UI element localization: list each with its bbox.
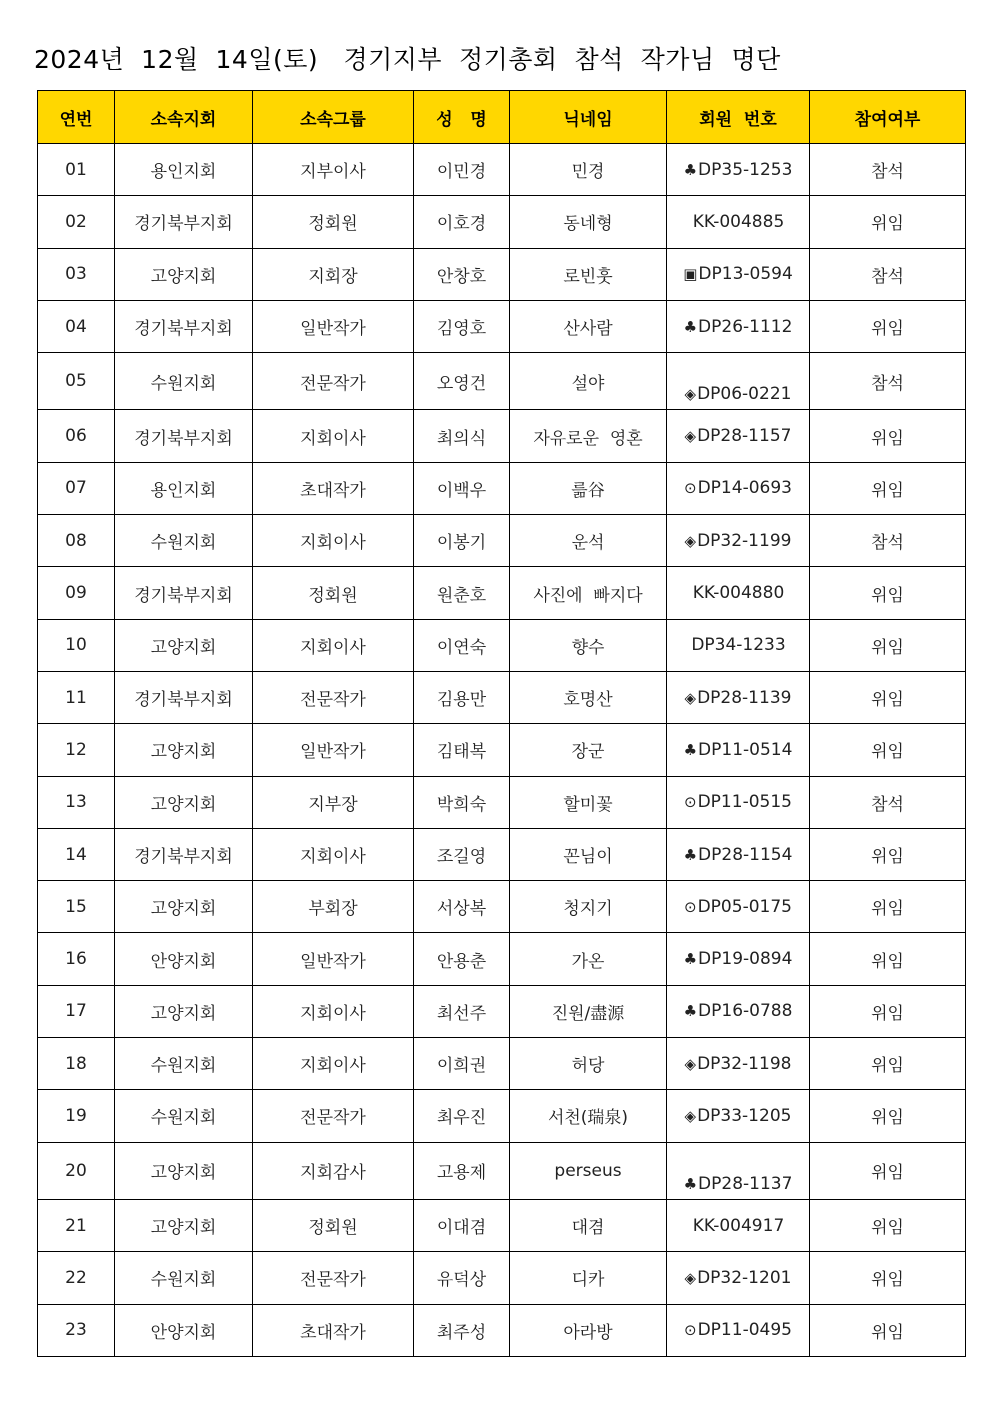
member-number-text: DP34-1233 (691, 635, 786, 656)
member-number-text: DP19-0894 (698, 949, 793, 970)
cell-branch: 안양지회 (115, 933, 253, 985)
cell-group: 지회이사 (253, 619, 414, 671)
table-row (38, 462, 966, 514)
cell-name: 이봉기 (414, 515, 510, 567)
cell-name: 안창호 (414, 248, 510, 300)
cell-member-number (667, 671, 810, 723)
cell-no: 16 (38, 933, 115, 985)
member-number-text: DP33-1205 (697, 1105, 792, 1126)
member-symbol-icon: ⊙ (684, 1321, 697, 1340)
cell-member-number (667, 1252, 810, 1304)
cell-no: 21 (38, 1199, 115, 1251)
cell-no: 02 (38, 196, 115, 248)
cell-member-number (667, 196, 810, 248)
cell-group: 지회이사 (253, 515, 414, 567)
table-row (38, 196, 966, 248)
table-row (38, 933, 966, 985)
cell-attendance: 위임 (810, 1304, 966, 1356)
cell-branch: 고양지회 (115, 1142, 253, 1199)
cell-group: 일반작가 (253, 300, 414, 352)
cell-branch: 용인지회 (115, 462, 253, 514)
header-attendance: 참여여부 (810, 91, 966, 144)
header-nickname: 닉네임 (510, 91, 667, 144)
cell-attendance: 위임 (810, 196, 966, 248)
cell-nickname: 동네형 (510, 196, 667, 248)
cell-branch: 경기북부지회 (115, 196, 253, 248)
header-no: 연번 (38, 91, 115, 144)
member-number-text: DP14-0693 (697, 478, 792, 499)
cell-member-number (667, 144, 810, 196)
member-number-text: DP11-0515 (697, 792, 792, 813)
cell-no: 08 (38, 515, 115, 567)
member-number-text: KK-004885 (692, 211, 785, 232)
member-symbol-icon: ◈ (684, 1268, 697, 1287)
cell-nickname: 할미꽃 (510, 776, 667, 828)
cell-branch: 경기북부지회 (115, 410, 253, 462)
cell-member-number (667, 724, 810, 776)
cell-branch: 경기북부지회 (115, 300, 253, 352)
cell-member-number (667, 828, 810, 880)
cell-nickname: 청지기 (510, 881, 667, 933)
cell-member-number (667, 619, 810, 671)
cell-attendance: 위임 (810, 828, 966, 880)
member-symbol-icon: ♣ (683, 950, 698, 969)
cell-branch: 수원지회 (115, 1252, 253, 1304)
cell-name: 김용만 (414, 671, 510, 723)
cell-nickname: 자유로운 영혼 (510, 410, 667, 462)
cell-no: 22 (38, 1252, 115, 1304)
header-branch: 소속지회 (115, 91, 253, 144)
cell-branch: 고양지회 (115, 776, 253, 828)
cell-group: 정회원 (253, 567, 414, 619)
cell-attendance: 위임 (810, 724, 966, 776)
member-number-text: DP11-0514 (698, 739, 793, 760)
cell-name: 김영호 (414, 300, 510, 352)
cell-member-number (667, 1199, 810, 1251)
table-row (38, 881, 966, 933)
cell-member-number (667, 933, 810, 985)
cell-member-number (667, 462, 810, 514)
cell-name: 유덕상 (414, 1252, 510, 1304)
cell-no: 18 (38, 1038, 115, 1090)
cell-attendance: 위임 (810, 1252, 966, 1304)
cell-nickname: 민경 (510, 144, 667, 196)
table-row (38, 724, 966, 776)
cell-group: 지부이사 (253, 144, 414, 196)
table-row (38, 1090, 966, 1142)
member-number-text: DP32-1199 (697, 530, 792, 551)
cell-no: 07 (38, 462, 115, 514)
cell-attendance: 위임 (810, 933, 966, 985)
cell-no: 19 (38, 1090, 115, 1142)
cell-group: 지회이사 (253, 828, 414, 880)
cell-nickname: 아라방 (510, 1304, 667, 1356)
cell-nickname: 대겸 (510, 1199, 667, 1251)
cell-branch: 수원지회 (115, 1090, 253, 1142)
cell-name: 최주성 (414, 1304, 510, 1356)
document-title: 2024년 12월 14일(토) 경기지부 정기총회 참석 작가님 명단 (34, 45, 781, 74)
member-number-text: DP32-1198 (697, 1053, 792, 1074)
cell-nickname: 가온 (510, 933, 667, 985)
member-symbol-icon: ◈ (684, 688, 697, 707)
member-number-text: DP28-1137 (698, 1173, 793, 1194)
cell-branch: 고양지회 (115, 619, 253, 671)
cell-attendance: 위임 (810, 300, 966, 352)
member-symbol-icon: ◈ (684, 1106, 697, 1125)
cell-attendance: 위임 (810, 1199, 966, 1251)
cell-attendance: 위임 (810, 619, 966, 671)
member-number-text: DP32-1201 (697, 1267, 792, 1288)
member-symbol-icon: ⊙ (684, 897, 697, 916)
cell-name: 이희권 (414, 1038, 510, 1090)
cell-attendance: 위임 (810, 462, 966, 514)
table-row (38, 567, 966, 619)
table-row (38, 1252, 966, 1304)
table-row (38, 776, 966, 828)
table-row (38, 353, 966, 410)
cell-branch: 경기북부지회 (115, 567, 253, 619)
cell-member-number (667, 515, 810, 567)
table-row (38, 300, 966, 352)
member-symbol-icon: ◈ (684, 1054, 697, 1073)
member-symbol-icon: ⊙ (684, 793, 697, 812)
table-row (38, 1304, 966, 1356)
table-row (38, 985, 966, 1037)
cell-nickname: 허당 (510, 1038, 667, 1090)
cell-name: 오영건 (414, 353, 510, 410)
cell-nickname: 산사람 (510, 300, 667, 352)
cell-no: 05 (38, 353, 115, 410)
cell-nickname: 설야 (510, 353, 667, 410)
cell-member-number (667, 1090, 810, 1142)
member-symbol-icon: ♣ (683, 845, 698, 864)
cell-member-number (667, 567, 810, 619)
cell-name: 최선주 (414, 985, 510, 1037)
cell-member-number (667, 776, 810, 828)
cell-group: 부회장 (253, 881, 414, 933)
cell-branch: 경기북부지회 (115, 671, 253, 723)
member-number-text: DP35-1253 (698, 159, 793, 180)
member-number-text: DP28-1154 (698, 844, 793, 865)
member-number-text: DP28-1139 (697, 687, 792, 708)
cell-member-number (667, 1142, 810, 1199)
cell-group: 지회이사 (253, 985, 414, 1037)
member-number-text: KK-004917 (692, 1215, 785, 1236)
cell-member-number (667, 353, 810, 410)
cell-member-number (667, 1304, 810, 1356)
cell-group: 전문작가 (253, 353, 414, 410)
cell-nickname: 륾谷 (510, 462, 667, 514)
cell-group: 지회이사 (253, 410, 414, 462)
cell-no: 17 (38, 985, 115, 1037)
cell-branch: 수원지회 (115, 353, 253, 410)
cell-branch: 수원지회 (115, 1038, 253, 1090)
header-member-number: 회원 번호 (667, 91, 810, 144)
cell-no: 13 (38, 776, 115, 828)
cell-nickname: 진원/盡源 (510, 985, 667, 1037)
cell-group: 정회원 (253, 196, 414, 248)
table-row (38, 1199, 966, 1251)
header-group: 소속그룹 (253, 91, 414, 144)
cell-name: 서상복 (414, 881, 510, 933)
cell-branch: 경기북부지회 (115, 828, 253, 880)
cell-nickname: 서천(瑞泉) (510, 1090, 667, 1142)
cell-group: 지회이사 (253, 1038, 414, 1090)
cell-attendance: 위임 (810, 1090, 966, 1142)
cell-group: 일반작가 (253, 933, 414, 985)
cell-branch: 수원지회 (115, 515, 253, 567)
cell-group: 정회원 (253, 1199, 414, 1251)
cell-member-number (667, 985, 810, 1037)
member-symbol-icon: ⊙ (684, 479, 697, 498)
cell-name: 원춘호 (414, 567, 510, 619)
cell-attendance: 위임 (810, 1142, 966, 1199)
cell-name: 최의식 (414, 410, 510, 462)
member-symbol-icon: ◈ (684, 427, 697, 446)
cell-group: 초대작가 (253, 462, 414, 514)
table-row (38, 144, 966, 196)
cell-attendance: 참석 (810, 515, 966, 567)
table-row (38, 671, 966, 723)
cell-attendance: 위임 (810, 410, 966, 462)
cell-nickname: 디카 (510, 1252, 667, 1304)
cell-branch: 고양지회 (115, 724, 253, 776)
member-number-text: DP26-1112 (698, 316, 793, 337)
cell-group: 일반작가 (253, 724, 414, 776)
cell-name: 김태복 (414, 724, 510, 776)
cell-name: 이대겸 (414, 1199, 510, 1251)
member-symbol-icon: ♣ (683, 1002, 698, 1021)
cell-group: 초대작가 (253, 1304, 414, 1356)
cell-branch: 안양지회 (115, 1304, 253, 1356)
cell-attendance: 위임 (810, 671, 966, 723)
table-row (38, 1142, 966, 1199)
cell-name: 박희숙 (414, 776, 510, 828)
cell-name: 이연숙 (414, 619, 510, 671)
table-row (38, 828, 966, 880)
cell-member-number (667, 881, 810, 933)
member-number-text: KK-004880 (692, 583, 785, 604)
cell-no: 04 (38, 300, 115, 352)
cell-name: 최우진 (414, 1090, 510, 1142)
cell-name: 조길영 (414, 828, 510, 880)
cell-attendance: 참석 (810, 353, 966, 410)
member-number-text: DP05-0175 (697, 896, 792, 917)
member-symbol-icon: ♣ (683, 1174, 698, 1193)
table-body (38, 144, 966, 1357)
cell-attendance: 참석 (810, 248, 966, 300)
table-row (38, 1038, 966, 1090)
cell-no: 09 (38, 567, 115, 619)
cell-no: 14 (38, 828, 115, 880)
table-row (38, 410, 966, 462)
cell-group: 전문작가 (253, 671, 414, 723)
header-name: 성 명 (414, 91, 510, 144)
member-symbol-icon: ▣ (683, 265, 698, 284)
cell-name: 이백우 (414, 462, 510, 514)
cell-member-number (667, 1038, 810, 1090)
cell-group: 전문작가 (253, 1090, 414, 1142)
cell-no: 15 (38, 881, 115, 933)
cell-name: 안용춘 (414, 933, 510, 985)
cell-nickname: 호명산 (510, 671, 667, 723)
member-number-text: DP06-0221 (697, 384, 792, 405)
cell-no: 20 (38, 1142, 115, 1199)
cell-name: 이호경 (414, 196, 510, 248)
cell-attendance: 참석 (810, 144, 966, 196)
cell-group: 지회장 (253, 248, 414, 300)
cell-name: 이민경 (414, 144, 510, 196)
member-symbol-icon: ♣ (683, 160, 698, 179)
cell-no: 23 (38, 1304, 115, 1356)
member-symbol-icon: ♣ (683, 317, 698, 336)
cell-nickname: 운석 (510, 515, 667, 567)
cell-branch: 고양지회 (115, 1199, 253, 1251)
member-symbol-icon: ◈ (684, 531, 697, 550)
cell-member-number (667, 300, 810, 352)
cell-group: 전문작가 (253, 1252, 414, 1304)
cell-group: 지부장 (253, 776, 414, 828)
cell-attendance: 위임 (810, 567, 966, 619)
cell-nickname: 사진에 빠지다 (510, 567, 667, 619)
cell-branch: 용인지회 (115, 144, 253, 196)
attendee-table (37, 90, 966, 1357)
table-row (38, 248, 966, 300)
cell-no: 06 (38, 410, 115, 462)
member-number-text: DP11-0495 (697, 1320, 792, 1341)
cell-branch: 고양지회 (115, 985, 253, 1037)
cell-nickname: 꼰님이 (510, 828, 667, 880)
cell-branch: 고양지회 (115, 881, 253, 933)
cell-attendance: 위임 (810, 1038, 966, 1090)
cell-no: 01 (38, 144, 115, 196)
cell-group: 지회감사 (253, 1142, 414, 1199)
table-row (38, 619, 966, 671)
cell-no: 03 (38, 248, 115, 300)
member-number-text: DP13-0594 (698, 264, 793, 285)
member-symbol-icon: ◈ (684, 385, 697, 404)
cell-no: 10 (38, 619, 115, 671)
cell-attendance: 참석 (810, 776, 966, 828)
cell-nickname: 장군 (510, 724, 667, 776)
member-symbol-icon: ♣ (683, 740, 698, 759)
header-row (38, 91, 966, 144)
member-number-text: DP28-1157 (697, 426, 792, 447)
cell-no: 12 (38, 724, 115, 776)
cell-nickname: 향수 (510, 619, 667, 671)
cell-name: 고용제 (414, 1142, 510, 1199)
cell-attendance: 위임 (810, 881, 966, 933)
cell-nickname: 로빈훗 (510, 248, 667, 300)
member-number-text: DP16-0788 (698, 1001, 793, 1022)
cell-member-number (667, 248, 810, 300)
cell-nickname: perseus (510, 1142, 667, 1199)
cell-no: 11 (38, 671, 115, 723)
table-row (38, 515, 966, 567)
cell-attendance: 위임 (810, 985, 966, 1037)
cell-branch: 고양지회 (115, 248, 253, 300)
cell-member-number (667, 410, 810, 462)
